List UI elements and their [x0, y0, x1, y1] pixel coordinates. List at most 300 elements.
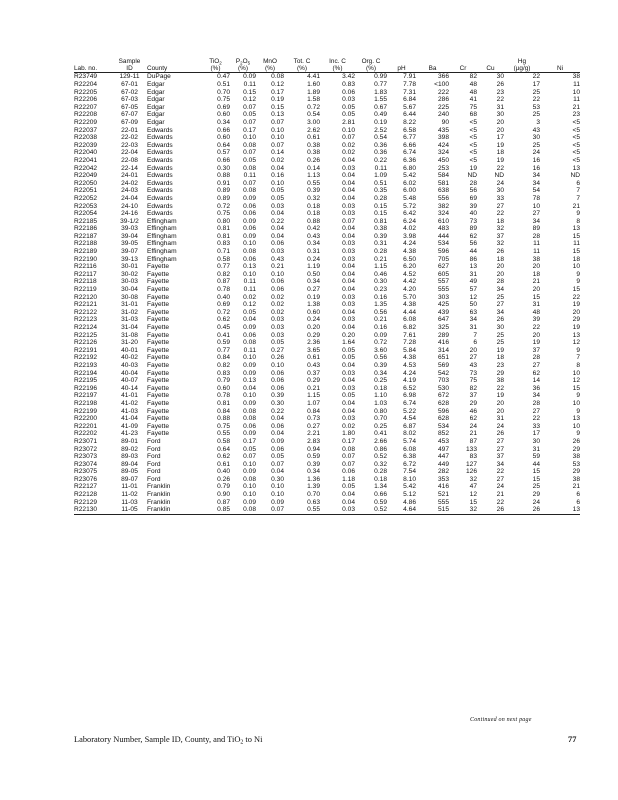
table-cell: 29	[572, 445, 580, 453]
table-cell: 0.35	[374, 187, 387, 195]
table-cell: 20	[496, 270, 504, 278]
table-cell: 0.11	[243, 278, 256, 286]
table-cell: Fayette	[147, 278, 169, 286]
table-cell: 22-03	[121, 141, 138, 149]
table-cell: 0.66	[217, 126, 230, 134]
table-cell: 38	[572, 475, 580, 483]
table-cell: 67-05	[121, 103, 138, 111]
table-cell: 126	[465, 468, 477, 476]
table-cell: 0.27	[271, 346, 284, 354]
table-cell: 12	[572, 339, 580, 347]
table-cell: 1.83	[374, 88, 387, 96]
table-cell: 0.04	[271, 430, 284, 438]
table-cell: 22	[532, 96, 540, 104]
table-cell: Edwards	[147, 134, 173, 142]
table-cell: 416	[437, 483, 449, 491]
table-cell: 0.04	[243, 384, 256, 392]
table-cell: 32	[496, 240, 504, 248]
table-cell: 22	[496, 210, 504, 218]
table-cell: R22189	[74, 248, 98, 256]
table-cell: 47	[469, 483, 477, 491]
table-cell: 73	[469, 217, 477, 225]
table-cell: 23	[572, 111, 580, 119]
table-cell: <5	[469, 156, 477, 164]
table-cell: 40-07	[121, 377, 138, 385]
table-cell: 6.24	[403, 217, 416, 225]
table-row	[74, 453, 580, 461]
table-cell: 2.83	[307, 437, 320, 445]
table-cell: 26	[496, 81, 504, 88]
table-cell: 50	[469, 301, 477, 309]
table-cell: 0.24	[307, 316, 320, 324]
table-cell: Ford	[147, 468, 161, 476]
table-cell: R22195	[74, 377, 98, 385]
table-cell: 34	[469, 316, 477, 324]
table-cell: 4.52	[403, 270, 416, 278]
table-cell: 0.05	[271, 187, 284, 195]
table-cell: 0.09	[374, 331, 387, 339]
table-cell: 0.30	[271, 399, 284, 407]
table-cell: Effingham	[147, 240, 177, 248]
table-cell: 21	[572, 103, 580, 111]
table-cell: 15	[532, 468, 540, 476]
table-cell: 0.18	[374, 384, 387, 392]
table-cell: R22123	[74, 316, 98, 324]
table-cell: 20	[572, 308, 580, 316]
table-cell: 5.67	[403, 103, 416, 111]
table-cell: 5.48	[403, 194, 416, 202]
table-cell: 28	[532, 399, 540, 407]
table-cell: 37	[496, 232, 504, 240]
table-cell: 1.39	[307, 483, 320, 491]
table-cell: 0.07	[342, 453, 355, 461]
table-cell: 703	[437, 377, 449, 385]
table-cell: 2.52	[374, 126, 387, 134]
table-cell: 39-05	[121, 240, 138, 248]
table-cell: 28	[496, 278, 504, 286]
header-cell: (µg/g)	[513, 65, 531, 73]
table-cell: 0.08	[243, 164, 256, 172]
table-cell: 5.12	[403, 491, 416, 499]
table-cell: 43	[532, 126, 540, 134]
table-cell: R22196	[74, 384, 98, 392]
table-cell: Fayette	[147, 407, 169, 415]
table-cell: 40-02	[121, 354, 138, 362]
table-cell: 11	[533, 248, 540, 256]
table-cell: 0.10	[271, 361, 284, 369]
table-cell: Franklin	[147, 491, 171, 499]
table-cell: 0.10	[243, 240, 256, 248]
table-cell: 6	[576, 491, 580, 499]
table-cell: R22126	[74, 339, 98, 347]
table-cell: 0.41	[217, 331, 230, 339]
table-cell: 22	[496, 468, 504, 476]
table-cell: 0.62	[217, 453, 230, 461]
table-cell: 581	[437, 179, 449, 187]
table-cell: 8	[576, 217, 580, 225]
table-cell: R22125	[74, 331, 98, 339]
table-cell: 450	[437, 156, 449, 164]
header-cell: Cr	[459, 65, 467, 73]
table-cell: 0.09	[271, 437, 284, 445]
table-cell: R23074	[74, 460, 98, 468]
table-cell: 0.66	[217, 156, 230, 164]
table-cell: 542	[437, 369, 449, 377]
table-cell: 555	[437, 286, 449, 294]
table-cell: 605	[437, 270, 449, 278]
table-cell: 705	[437, 255, 449, 263]
table-cell: 3.60	[374, 346, 387, 354]
table-cell: 0.26	[307, 156, 320, 164]
table-cell: 0.09	[243, 73, 256, 81]
table-cell: 0.06	[243, 422, 256, 430]
table-cell: 0.10	[271, 179, 284, 187]
table-cell: 4.38	[403, 354, 416, 362]
table-cell: 628	[437, 415, 449, 423]
table-cell: 0.02	[243, 293, 256, 301]
table-cell: 6.50	[403, 255, 416, 263]
table-cell: 0.61	[307, 354, 320, 362]
table-cell: 596	[437, 407, 449, 415]
table-cell: 0.02	[271, 156, 284, 164]
table-cell: R22197	[74, 392, 98, 400]
table-cell: 7.78	[403, 81, 416, 88]
table-cell: 0.61	[307, 134, 320, 142]
table-cell: Edgar	[147, 103, 165, 111]
table-cell: 10	[572, 263, 580, 271]
table-cell: 0.09	[243, 369, 256, 377]
table-cell: 0.11	[243, 346, 256, 354]
table-cell: 0.78	[217, 392, 230, 400]
table-cell: 13	[572, 415, 580, 423]
table-cell: 18	[532, 270, 540, 278]
table-cell: 22-14	[121, 164, 138, 172]
table-cell: 29	[572, 316, 580, 324]
table-cell: 19	[496, 346, 504, 354]
table-cell: 87	[469, 437, 477, 445]
table-cell: 25	[532, 111, 540, 119]
table-cell: <5	[572, 134, 580, 142]
table-cell: 0.03	[342, 369, 355, 377]
table-cell: 0.54	[374, 134, 387, 142]
table-cell: 89-01	[121, 437, 138, 445]
table-cell: 289	[437, 331, 449, 339]
table-cell: 0.09	[243, 498, 256, 506]
table-cell: 19	[496, 141, 504, 149]
table-cell: 9	[576, 346, 580, 354]
table-cell: 0.05	[342, 483, 355, 491]
header-cell: Ni	[556, 65, 564, 73]
table-row	[74, 332, 580, 340]
table-row	[74, 430, 580, 438]
table-cell: 325	[437, 324, 449, 331]
table-cell: 29	[532, 491, 540, 499]
table-cell: R22042	[74, 164, 98, 172]
table-cell: 0.51	[374, 179, 387, 187]
table-cell: 0.07	[342, 460, 355, 468]
header-cell: TiO$_2$	[209, 58, 222, 66]
table-row	[74, 210, 580, 218]
table-cell: 31-08	[121, 331, 138, 339]
table-cell: 0.34	[307, 278, 320, 286]
table-cell: 4.44	[403, 308, 416, 316]
table-cell: 26	[572, 437, 580, 445]
table-cell: 3.98	[403, 232, 416, 240]
table-cell: 54	[532, 187, 540, 195]
table-cell: R22185	[74, 217, 98, 225]
table-cell: 6	[576, 179, 580, 187]
table-cell: 2.66	[374, 437, 387, 445]
table-cell: 1.19	[307, 263, 320, 271]
table-cell: 0.06	[271, 278, 284, 286]
table-cell: 0.04	[342, 270, 355, 278]
table-cell: 0.39	[307, 460, 320, 468]
table-cell: 24	[496, 422, 504, 430]
table-cell: 0.04	[342, 286, 355, 294]
table-cell: 0.94	[307, 445, 320, 453]
table-cell: 20	[532, 263, 540, 271]
table-cell: Fayette	[147, 392, 169, 400]
header-cell: Tot. C	[293, 58, 311, 65]
table-cell: 11-03	[121, 498, 138, 506]
table-cell: 0.85	[201, 506, 230, 514]
caption-text: Laboratory Number, Sample ID, County, and TiO	[74, 735, 241, 744]
table-cell: R22041	[74, 156, 98, 164]
table-cell: 0.06	[271, 422, 284, 430]
table-cell: 34	[496, 460, 504, 468]
table-cell: 4.86	[403, 498, 416, 506]
table-cell: Edwards	[147, 126, 173, 134]
table-cell: 46	[469, 407, 477, 415]
table-cell: Fayette	[147, 301, 169, 309]
table-cell: 0.50	[307, 270, 320, 278]
table-cell: 0.32	[374, 460, 387, 468]
table-cell: 0.86	[374, 445, 387, 453]
table-row	[74, 172, 580, 180]
table-cell: 225	[437, 103, 449, 111]
table-cell: 0.07	[271, 118, 284, 126]
table-cell: 10	[532, 202, 540, 210]
header-row-2	[74, 65, 580, 73]
table-cell: 4.64	[387, 506, 416, 514]
table-cell: 0.59	[374, 498, 387, 506]
table-row	[74, 468, 580, 476]
table-cell: 6.44	[403, 111, 416, 119]
table-cell: 0.84	[217, 407, 230, 415]
table-cell: 0.16	[374, 293, 387, 301]
table-cell: 0.39	[374, 361, 387, 369]
table-cell: 10	[572, 422, 580, 430]
table-cell: 353	[437, 475, 449, 483]
table-cell: 127	[465, 460, 477, 468]
table-cell: 89-03	[121, 453, 138, 461]
table-cell: R22050	[74, 179, 98, 187]
table-cell: 6	[576, 498, 580, 506]
table-cell: 0.72	[217, 202, 230, 210]
table-cell: 25	[496, 331, 504, 339]
table-cell: R22202	[74, 430, 98, 438]
table-cell: 34	[496, 286, 504, 294]
table-cell: 0.07	[243, 179, 256, 187]
table-cell: 6.84	[403, 96, 416, 104]
table-cell: 25	[532, 88, 540, 96]
table-row	[74, 73, 580, 81]
table-cell: 89	[532, 225, 540, 233]
table-cell: 0.05	[271, 339, 284, 347]
table-cell: 31	[496, 415, 504, 423]
table-cell: <5	[572, 156, 580, 164]
table-cell: Fayette	[147, 286, 169, 294]
table-cell: R22204	[74, 81, 98, 88]
table-cell: 398	[437, 134, 449, 142]
table-cell: 18	[496, 149, 504, 157]
table-cell: 610	[437, 217, 449, 225]
table-cell: 22-08	[121, 156, 138, 164]
table-cell: 1.03	[374, 399, 387, 407]
table-cell: 0.07	[256, 506, 284, 514]
table-row	[74, 149, 580, 157]
table-cell: 0.10	[271, 134, 284, 142]
table-row	[74, 127, 580, 135]
table-cell: Effingham	[147, 232, 177, 240]
table-cell: DuPage	[147, 73, 171, 81]
header-cell: (%)	[265, 65, 275, 73]
table-cell: 82	[469, 73, 477, 81]
table-cell: 0.05	[243, 308, 256, 316]
table-cell: 0.15	[271, 103, 284, 111]
header-cell: MnO	[263, 58, 277, 65]
table-cell: 0.17	[271, 88, 284, 96]
table-row	[74, 491, 580, 499]
table-cell: R22129	[74, 498, 98, 506]
table-cell: 0.11	[374, 164, 387, 172]
table-cell: 497	[437, 445, 449, 453]
table-cell: 0.11	[243, 286, 256, 294]
table-cell: 0.03	[342, 255, 355, 263]
table-cell: 0.72	[217, 308, 230, 316]
table-cell: 0.04	[342, 263, 355, 271]
table-cell: Fayette	[147, 270, 169, 278]
table-row	[74, 263, 580, 271]
table-cell: 4.42	[403, 278, 416, 286]
table-cell: 89-02	[121, 445, 138, 453]
table-cell: Ford	[147, 475, 161, 483]
table-cell: 2.81	[342, 118, 355, 126]
table-cell: 0.52	[374, 453, 387, 461]
table-cell: 5.74	[403, 437, 416, 445]
table-cell: R22130	[74, 506, 112, 514]
table-cell: 13	[540, 506, 580, 514]
table-cell: 39	[532, 316, 540, 324]
table-row	[74, 142, 580, 150]
table-cell: 0.09	[243, 324, 256, 331]
table-row	[74, 446, 580, 454]
table-cell: 651	[437, 354, 449, 362]
table-cell: 0.34	[374, 369, 387, 377]
table-cell: 0.04	[271, 210, 284, 218]
table-cell: 9	[576, 210, 580, 218]
table-cell: 0.69	[217, 103, 230, 111]
table-cell: 9	[576, 392, 580, 400]
table-cell: <5	[469, 126, 477, 134]
table-cell: 0.46	[374, 270, 387, 278]
header-cell: (%)	[297, 65, 307, 73]
table-cell: 5.42	[403, 483, 416, 491]
table-cell: Ford	[147, 437, 161, 445]
header-cell: Hg	[517, 58, 527, 65]
table-cell: 0.60	[307, 308, 320, 316]
table-cell: 31	[496, 103, 504, 111]
table-cell: R22198	[74, 399, 98, 407]
table-cell: 0.54	[307, 111, 320, 119]
table-cell: 4.54	[403, 415, 416, 423]
table-cell: 25	[496, 339, 504, 347]
table-cell: 0.03	[342, 240, 355, 248]
table-cell: 0.05	[271, 194, 284, 202]
table-cell: 3.00	[307, 118, 320, 126]
table-cell: 0.72	[307, 103, 320, 111]
table-cell: 6.80	[403, 164, 416, 172]
table-cell: 11	[573, 240, 580, 248]
table-cell: 0.06	[243, 210, 256, 218]
table-cell: 0.06	[271, 240, 284, 248]
table-cell: 0.10	[342, 126, 355, 134]
table-row	[74, 294, 580, 302]
header-cell: pH	[397, 65, 406, 73]
table-cell: 0.73	[307, 415, 320, 423]
table-cell: Edgar	[147, 81, 165, 88]
table-cell: 16	[532, 156, 540, 164]
table-cell: 5.72	[403, 202, 416, 210]
table-cell: Edgar	[147, 118, 165, 126]
table-cell: Fayette	[147, 339, 169, 347]
table-cell: 22	[532, 73, 540, 81]
table-cell: Effingham	[147, 217, 177, 225]
table-cell: 556	[437, 194, 449, 202]
table-cell: 0.09	[243, 361, 256, 369]
table-cell: 0.04	[342, 324, 355, 331]
table-cell: 0.02	[342, 141, 355, 149]
table-row	[74, 195, 580, 203]
table-cell: 39-03	[121, 225, 138, 233]
table-cell: 0.04	[342, 156, 355, 164]
table-cell: 18	[496, 354, 504, 362]
table-cell: 0.37	[307, 369, 320, 377]
table-cell: 1.36	[307, 475, 320, 483]
table-cell: 0.03	[342, 415, 355, 423]
table-cell: 73	[469, 369, 477, 377]
table-cell: 0.42	[307, 225, 320, 233]
table-cell: 0.03	[342, 210, 355, 218]
table-cell: 444	[437, 232, 449, 240]
table-cell: 1.89	[307, 88, 320, 96]
table-cell: 0.87	[217, 278, 230, 286]
table-cell: 48	[469, 88, 477, 96]
table-cell: 9	[576, 407, 580, 415]
table-cell: R22192	[74, 354, 98, 362]
table-cell: 0.07	[243, 118, 256, 126]
table-cell: 0.17	[243, 126, 256, 134]
table-cell: 0.64	[217, 141, 230, 149]
table-cell: 7	[576, 354, 580, 362]
table-cell: 62	[469, 415, 477, 423]
table-cell: 314	[437, 346, 449, 354]
table-cell: 0.69	[217, 301, 230, 309]
table-cell: 41-02	[121, 399, 138, 407]
table-cell: 0.04	[271, 232, 284, 240]
table-row	[74, 309, 580, 317]
table-cell: 0.26	[217, 475, 230, 483]
